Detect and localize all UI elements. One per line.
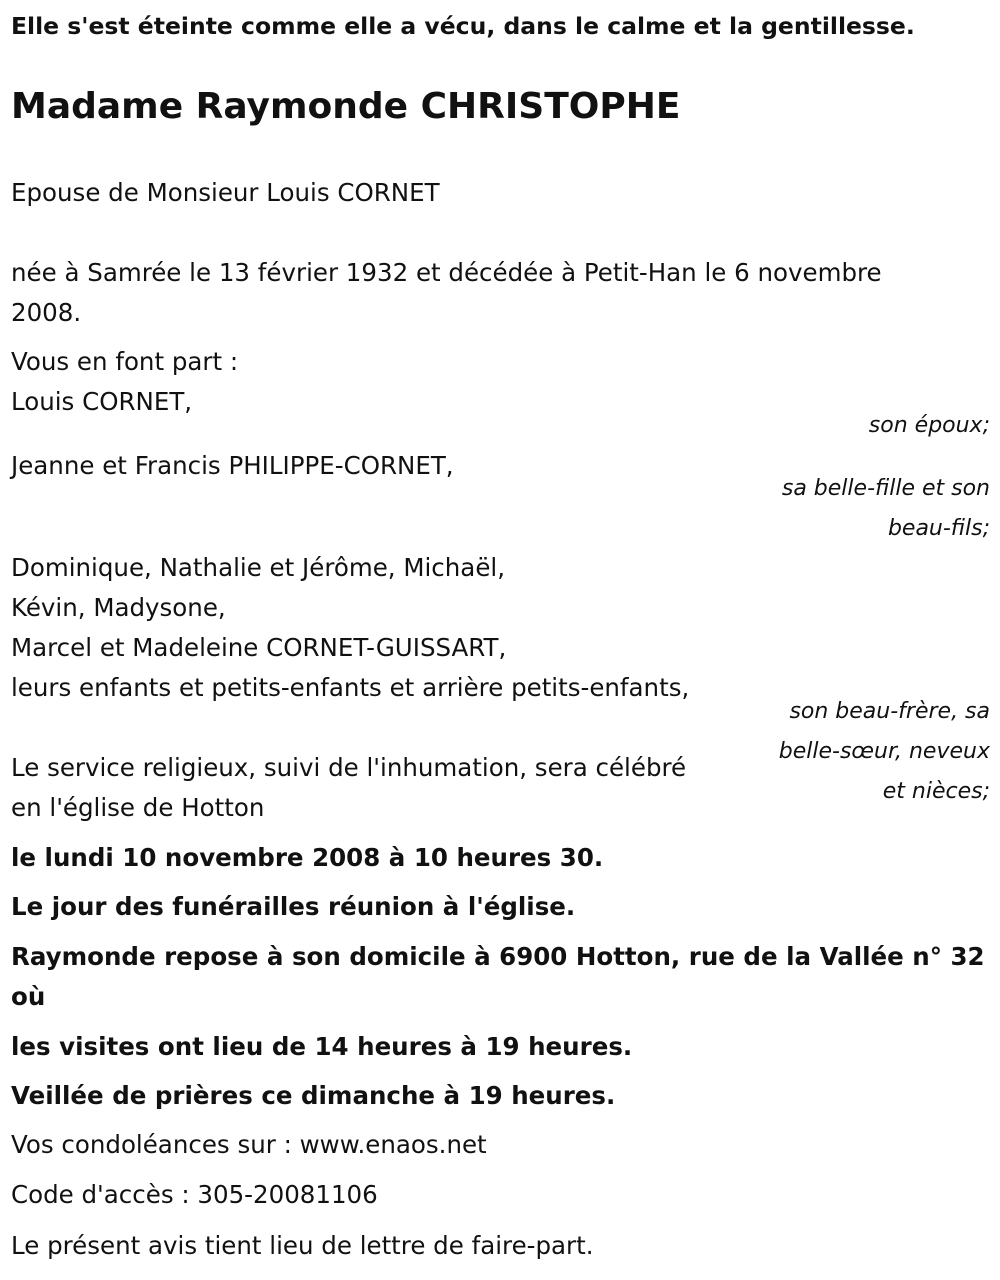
family-relation: sa belle-fille et son: [781, 476, 990, 501]
family-name-line: Louis CORNET,: [11, 387, 193, 416]
family-name-line: leurs enfants et petits-enfants et arrière petits-enfants,: [11, 673, 690, 702]
family-relation: son beau-frère, sa: [789, 699, 990, 724]
prayer-vigil: Veillée de prières ce dimanche à 19 heures.: [11, 1081, 616, 1110]
service-date: le lundi 10 novembre 2008 à 10 heures 30.: [11, 843, 604, 872]
tagline: Elle s'est éteinte comme elle a vécu, dans le calme et la gentillesse.: [11, 12, 915, 40]
viewing-line-2: où: [11, 982, 46, 1011]
service-line-2: en l'église de Hotton: [11, 793, 265, 822]
family-relation: belle-sœur, neveux: [778, 739, 990, 764]
access-code: Code d'accès : 305-20081106: [11, 1180, 378, 1209]
deceased-name: Madame Raymonde CHRISTOPHE: [11, 86, 681, 127]
birth-death-line-1: née à Samrée le 13 février 1932 et décédée à Petit-Han le 6 novembre: [11, 258, 882, 287]
announcement-intro: Vous en font part :: [11, 347, 239, 376]
closing-note: Le présent avis tient lieu de lettre de faire-part.: [11, 1231, 594, 1260]
condolences-line: Vos condoléances sur : www.enaos.net: [11, 1130, 487, 1159]
family-relation: beau-fils;: [887, 516, 990, 541]
visits-hours: les visites ont lieu de 14 heures à 19 heures.: [11, 1032, 633, 1061]
family-name-line: Kévin, Madysone,: [11, 593, 226, 622]
family-name-line: Marcel et Madeleine CORNET-GUISSART,: [11, 633, 507, 662]
viewing-line-1: Raymonde repose à son domicile à 6900 Hotton, rue de la Vallée n° 32: [11, 942, 985, 971]
family-relation: son époux;: [868, 413, 990, 438]
spouse-line: Epouse de Monsieur Louis CORNET: [11, 178, 440, 207]
family-name-line: Dominique, Nathalie et Jérôme, Michaël,: [11, 553, 505, 582]
funeral-meeting: Le jour des funérailles réunion à l'église.: [11, 892, 576, 921]
birth-death-line-2: 2008.: [11, 298, 82, 327]
family-name-line: Jeanne et Francis PHILIPPE-CORNET,: [11, 451, 454, 480]
family-relation: et nièces;: [882, 779, 990, 804]
service-line-1: Le service religieux, suivi de l'inhumation, sera célébré: [11, 753, 687, 782]
